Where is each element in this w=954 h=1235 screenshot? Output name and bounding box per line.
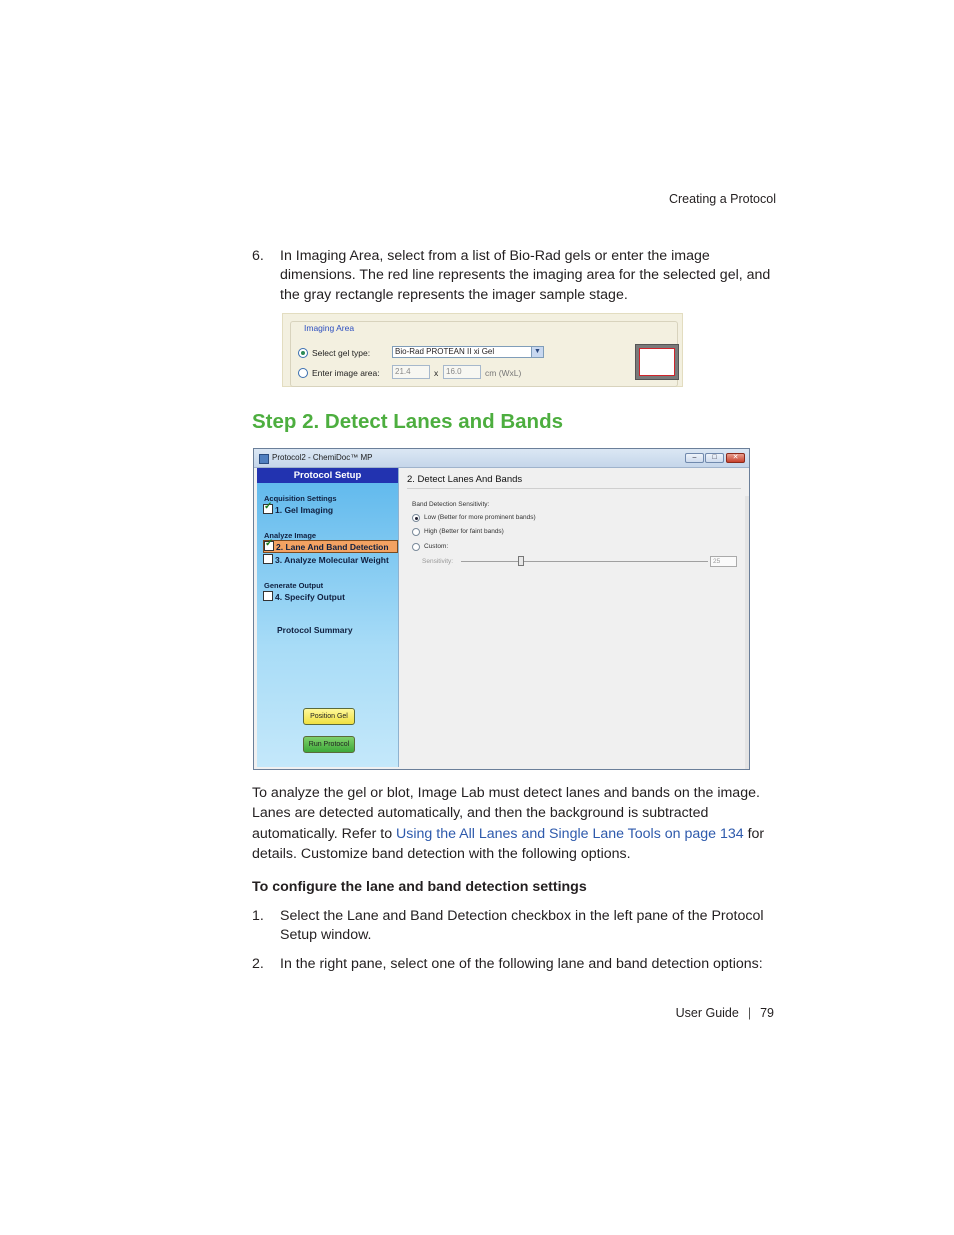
sample-stage-preview bbox=[635, 344, 679, 380]
lane-band-label: 2. Lane And Band Detection bbox=[276, 542, 389, 552]
step-number: 6. bbox=[252, 248, 264, 264]
low-label: Low (Better for more prominent bands) bbox=[424, 514, 536, 521]
section-heading: Step 2. Detect Lanes and Bands bbox=[252, 410, 564, 433]
specify-output-label: 4. Specify Output bbox=[275, 592, 345, 602]
footer-label: User Guide bbox=[675, 1006, 739, 1020]
window-title: Protocol2 - ChemiDoc™ MP bbox=[272, 453, 373, 462]
divider bbox=[407, 488, 741, 489]
run-protocol-button[interactable]: Run Protocol bbox=[303, 736, 355, 753]
procedure-heading: To configure the lane and band detection settings bbox=[252, 879, 587, 895]
maximize-icon[interactable]: □ bbox=[705, 453, 724, 463]
custom-radio[interactable] bbox=[412, 543, 420, 551]
analyze-image-label: Analyze Image bbox=[264, 531, 317, 540]
high-label: High (Better for faint bands) bbox=[424, 528, 504, 535]
sensitivity-label: Sensitivity: bbox=[422, 558, 454, 565]
list-number: 2. bbox=[252, 956, 264, 972]
minimize-icon[interactable]: – bbox=[685, 453, 704, 463]
footer-separator: | bbox=[747, 1006, 752, 1020]
gel-imaging-label: 1. Gel Imaging bbox=[275, 505, 334, 515]
paragraph-text-1: To analyze the gel or blot, Image Lab must detect lanes and bands on the image. Lanes are detected automatically, and then the background is subtracted automatically. Refer to bbox=[252, 785, 760, 842]
gel-type-select[interactable] bbox=[392, 346, 544, 358]
lane-band-checkbox[interactable] bbox=[264, 541, 274, 551]
settings-title: 2. Detect Lanes And Bands bbox=[407, 474, 523, 485]
scrollbar[interactable] bbox=[745, 496, 749, 769]
custom-label: Custom: bbox=[424, 543, 449, 550]
imaging-area-screenshot bbox=[282, 313, 683, 387]
protocol-setup-pane bbox=[257, 468, 399, 767]
body-paragraph bbox=[252, 783, 772, 864]
page-number: 79 bbox=[760, 1006, 774, 1020]
list-item bbox=[252, 907, 772, 946]
sensitivity-value: 25 bbox=[713, 558, 721, 565]
step-text: In Imaging Area, select from a list of Bio-Rad gels or enter the image dimensions. The red line represents the imaging area for the selected gel, and the gray rectangle represents the imager sample stage. bbox=[280, 248, 771, 303]
protocol-summary-link[interactable]: Protocol Summary bbox=[277, 625, 353, 635]
title-bar bbox=[254, 449, 749, 468]
sensitivity-slider-track[interactable] bbox=[461, 561, 708, 562]
times-sign: x bbox=[434, 368, 439, 378]
list-text: In the right pane, select one of the following lane and band detection options: bbox=[280, 956, 763, 972]
molecular-weight-label: 3. Analyze Molecular Weight bbox=[275, 555, 389, 565]
enter-area-label: Enter image area: bbox=[312, 368, 380, 378]
paragraph-text-2: for details. Customize band detection with the following options. bbox=[252, 825, 765, 862]
sensitivity-heading: Band Detection Sensitivity: bbox=[412, 501, 490, 508]
lane-band-detection-item[interactable] bbox=[263, 540, 398, 553]
gel-imaging-item[interactable] bbox=[263, 504, 333, 515]
page-footer bbox=[676, 1006, 774, 1020]
sensitivity-slider-thumb[interactable] bbox=[518, 556, 524, 566]
sensitivity-spinbox[interactable] bbox=[710, 556, 737, 567]
height-input[interactable]: 16.0 bbox=[443, 365, 481, 379]
protocol-setup-header: Protocol Setup bbox=[257, 468, 398, 483]
specify-output-item[interactable] bbox=[263, 591, 345, 602]
high-radio[interactable] bbox=[412, 528, 420, 536]
close-icon[interactable]: ✕ bbox=[726, 453, 745, 463]
gel-type-value: Bio-Rad PROTEAN II xi Gel bbox=[395, 347, 495, 356]
unit-label: cm (WxL) bbox=[485, 368, 522, 378]
imaging-area-outline bbox=[639, 348, 675, 376]
running-header: Creating a Protocol bbox=[668, 192, 776, 206]
low-radio[interactable] bbox=[412, 514, 420, 522]
enter-area-radio[interactable] bbox=[298, 368, 308, 378]
generate-output-label: Generate Output bbox=[264, 581, 324, 590]
list-number: 1. bbox=[252, 908, 264, 924]
width-input[interactable]: 21.4 bbox=[392, 365, 430, 379]
step-6 bbox=[252, 247, 782, 305]
settings-pane bbox=[399, 468, 749, 769]
cross-reference-link[interactable]: Using the All Lanes and Single Lane Tools on page 134 bbox=[396, 825, 744, 842]
app-icon bbox=[259, 454, 269, 464]
list-text: Select the Lane and Band Detection checkbox in the left pane of the Protocol Setup window. bbox=[280, 908, 764, 944]
list-item bbox=[252, 955, 772, 974]
acquisition-settings-label: Acquisition Settings bbox=[264, 494, 337, 503]
chevron-down-icon[interactable]: ▼ bbox=[531, 347, 543, 357]
protocol-window bbox=[253, 448, 750, 770]
select-gel-label: Select gel type: bbox=[312, 348, 371, 358]
molecular-weight-checkbox[interactable] bbox=[263, 554, 273, 564]
specify-output-checkbox[interactable] bbox=[263, 591, 273, 601]
position-gel-button[interactable]: Position Gel bbox=[303, 708, 355, 725]
imaging-area-legend: Imaging Area bbox=[304, 323, 355, 333]
gel-imaging-checkbox[interactable] bbox=[263, 504, 273, 514]
molecular-weight-item[interactable] bbox=[263, 554, 389, 565]
imaging-area-group bbox=[290, 321, 678, 387]
select-gel-radio[interactable] bbox=[298, 348, 308, 358]
